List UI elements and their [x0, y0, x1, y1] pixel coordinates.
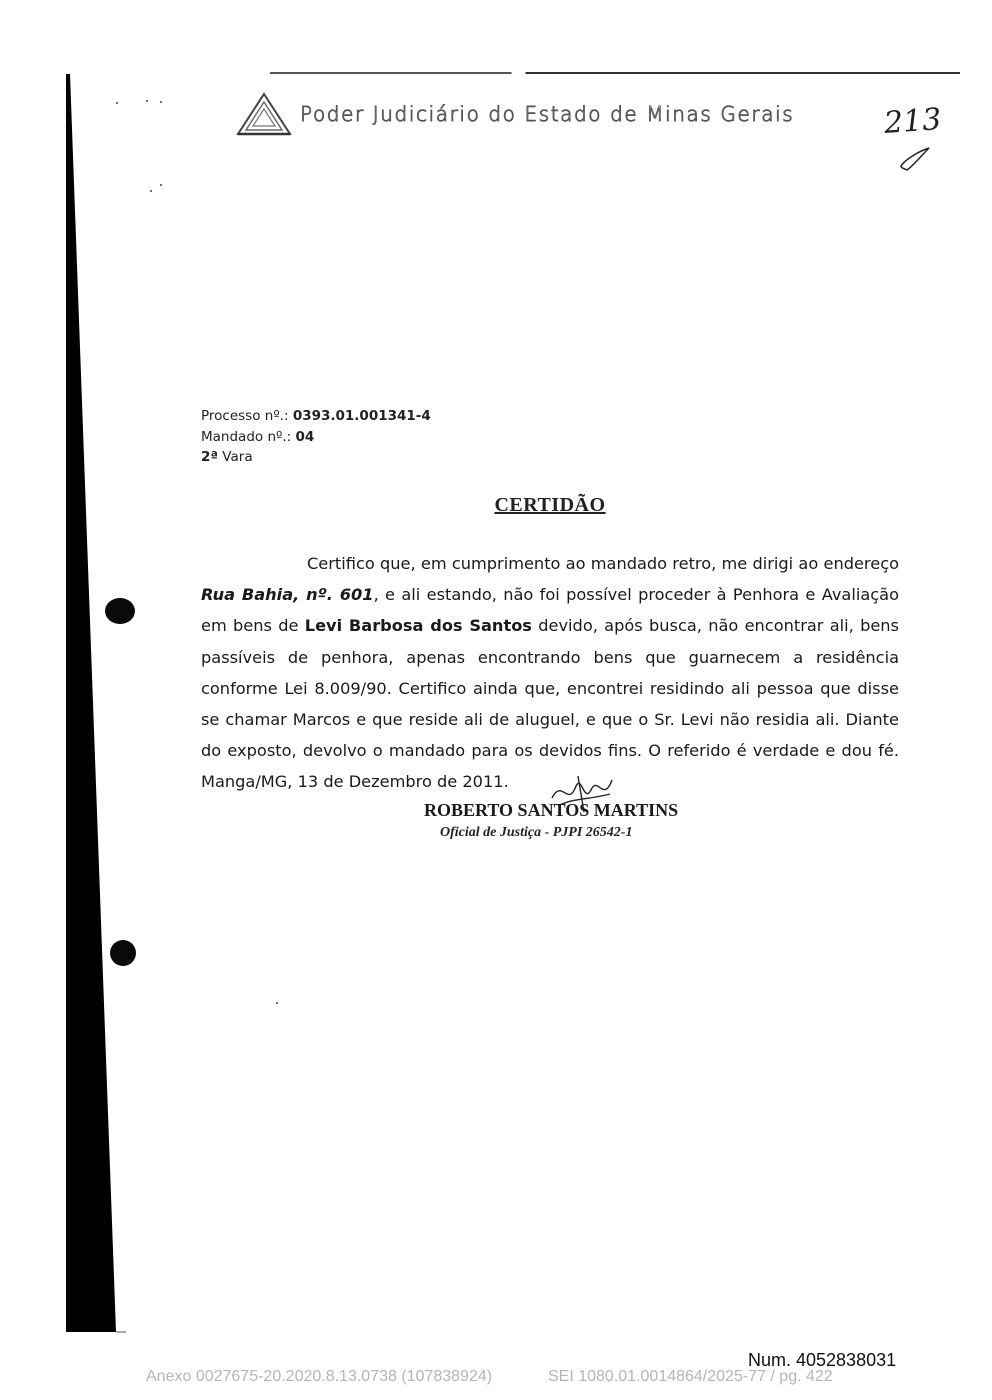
mandado-number: 04 [295, 428, 315, 445]
punch-hole-bottom [110, 940, 136, 966]
mandado-label: Mandado nº.: [201, 428, 296, 445]
processo-label: Processo nº.: [201, 408, 293, 424]
scan-speck [276, 1002, 278, 1004]
mandado-line [201, 427, 431, 448]
triangle-emblem-icon [236, 92, 292, 136]
processo-line [201, 406, 431, 427]
scan-top-rule [270, 72, 960, 74]
document-title: CERTIDÃO [494, 494, 606, 516]
vara-label: Vara [218, 449, 253, 465]
scan-speck [146, 100, 148, 102]
vara-line [201, 447, 431, 468]
scan-speck [150, 190, 152, 192]
person-name: Levi Barbosa dos Santos [304, 616, 532, 636]
punch-hole-top [105, 598, 135, 624]
handwritten-page-number: 213 [882, 102, 943, 141]
court-name: Poder Judiciário do Estado de Minas Gerais [300, 102, 795, 126]
body-part-3: devido, após busca, não encontrar ali, bens passíveis de penhora, apenas encontrando bens que guarnecem a residência conforme Lei 8.009/90. Certifico ainda que, encontrei residindo ali pessoa que disse se chamar Marcos e que reside ali de aluguel, e que o Sr. Levi não residia ali. Diante do exposto, devolvo o mandado para os devidos fins. O referido é verdade e dou fé. Manga/MG, 13 de Dezembro de 2011. [201, 616, 899, 792]
address: Rua Bahia, nº. 601 [201, 585, 374, 605]
scan-speck [116, 102, 118, 104]
body-part-2: , e ali estando, não foi possível proceder à Penhora e Avaliação em bens de [201, 585, 899, 636]
signer-name: ROBERTO SANTOS MARTINS [424, 800, 679, 820]
signer-role: Oficial de Justiça - PJPI 26542-1 [440, 825, 633, 840]
handwritten-initial [895, 138, 935, 178]
scan-speck [160, 101, 162, 103]
sei-reference: SEI 1080.01.0014864/2025-77 / pg. 422 [548, 1368, 833, 1385]
certificate-body [201, 548, 899, 798]
annex-reference: Anexo 0027675-20.2020.8.13.0738 (107838924) [146, 1368, 493, 1385]
scan-speck [160, 184, 162, 186]
document-header [236, 92, 856, 140]
process-info [201, 406, 431, 468]
processo-number: 0393.01.001341-4 [292, 408, 431, 424]
document-number: Num. 4052838031 [748, 1350, 897, 1370]
body-part-1: Certifico que, em cumprimento ao mandado retro, me dirigi ao endereço [307, 554, 899, 573]
scan-edge-shadow [66, 74, 116, 1334]
vara-ordinal: 2ª [201, 449, 219, 465]
